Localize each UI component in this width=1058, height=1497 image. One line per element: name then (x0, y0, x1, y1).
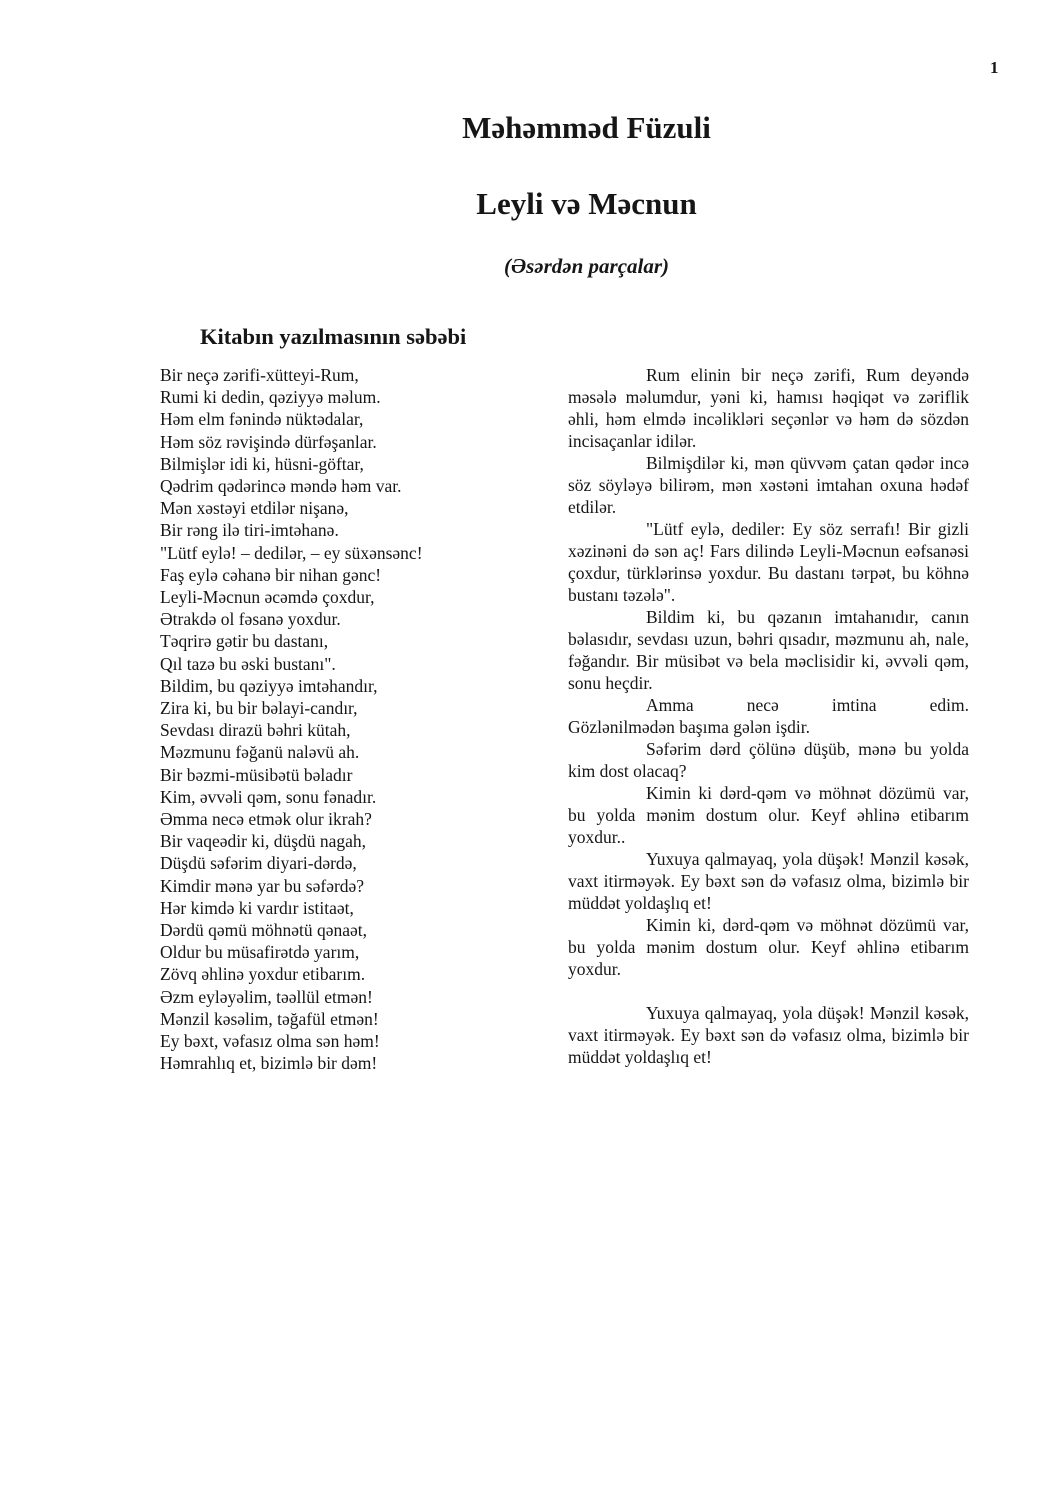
poem-line: Ətrakdə ol fəsanə yoxdur. (160, 609, 341, 630)
prose-paragraph: Yuxuya qalmayaq, yola düşək! Mənzil kəsək, vaxt itirməyək. Ey bəxt sən də vəfasız olma, bizimlə bir müddət yoldaşlıq et! (568, 849, 969, 913)
poem-line: Bir bəzmi-müsibətü bəladır (160, 764, 353, 785)
prose-paragraph (568, 694, 969, 738)
poem-line: Mənzil kəsəlim, təğafül etmən! (160, 1008, 379, 1029)
poem-line: Hər kimdə ki vardır istitaət, (160, 897, 354, 918)
poem-line: Həm söz rəvişində dürfəşanlar. (160, 431, 377, 452)
poem-line: Qədrim qədərincə məndə həm var. (160, 476, 402, 497)
poem-line: Mən xəstəyi etdilər nişanə, (160, 498, 349, 519)
prose-paragraph-text: Gözlənilmədən başıma gələn işdir. (568, 717, 811, 737)
prose-paragraph: Rum elinin bir neçə zərifi, Rum deyəndə məsələ məlumdur, yəni ki, hamısı həqiqət və zəriflik əhli, həm elmdə incəlikləri seçənlər və həm də sözdən incisaçanlar idilər. (568, 365, 969, 451)
poem-line: Əmma necə etmək olur ikrah? (160, 809, 372, 830)
poem-line: Həmrahlıq et, bizimlə bir dəm! (160, 1053, 378, 1074)
poem-line: Faş eylə cəhanə bir nihan gənc! (160, 564, 382, 585)
poem-line: Əzm eyləyəlim, təəllül etmən! (160, 986, 373, 1007)
prose-paragraph: Yuxuya qalmayaq, yola düşək! Mənzil kəsək, vaxt itirməyək. Ey bəxt sən də vəfasız olma, bizimlə bir müddət yoldaşlıq et! (568, 1003, 969, 1067)
poem-line: Zira ki, bu bir bəlayi-candır, (160, 698, 358, 719)
prose-paragraph: Səfərim dərd çölünə düşüb, mənə bu yolda kim dost olacaq? (568, 739, 969, 781)
poem-line: Təqrirə gətir bu dastanı, (160, 631, 329, 652)
prose-paragraph: Kimin ki dərd-qəm və möhnət dözümü var, bu yolda mənim dostum olur. Keyf əhlinə etibarım yoxdur.. (568, 783, 969, 847)
prose-stretched-line: Amma necə imtina edim. (646, 695, 969, 715)
poem-line: "Lütf eylə! – dedilər, – ey süxənsənc! (160, 542, 423, 563)
page-number: 1 (990, 58, 999, 77)
poem-line: Rumi ki dedin, qəziyyə məlum. (160, 387, 381, 408)
prose-paragraph: "Lütf eylə, dediler: Ey söz serrafı! Bir gizli xəzinəni də sən aç! Fars dilində Leyli-Məcnun eəfsanəsi çoxdur, türklərinsə yoxdur. Bu dastanı tərpət, bu köhnə bustanı təzələ". (568, 519, 969, 605)
prose-paragraph: Bilmişdilər ki, mən qüvvəm çatan qədər incə söz söyləyə bilirəm, mən xəstəni imtahan oxuna hədəf etdilər. (568, 453, 969, 517)
poem-line: Qıl tazə bu əski bustanı". (160, 653, 336, 674)
poem-line: Bir neçə zərifi-xütteyi-Rum, (160, 365, 359, 385)
section-heading: Kitabın yazılmasının səbəbi (200, 324, 467, 349)
poem-line: Bilmişlər idi ki, hüsni-göftar, (160, 453, 364, 474)
prose-paragraph: Kimin ki, dərd-qəm və möhnət dözümü var, bu yolda mənim dostum olur. Keyf əhlinə etibarım yoxdur. (568, 915, 969, 979)
author-title: Məhəmməd Füzuli (462, 110, 711, 145)
poem-line: Zövq əhlinə yoxdur etibarım. (160, 964, 366, 985)
poem-line: Məzmunu fəğanü naləvü ah. (160, 742, 360, 763)
poem-column (160, 364, 540, 1075)
prose-paragraph: Bildim ki, bu qəzanın imtahanıdır, canın bəlasıdır, sevdası uzun, bəhri qısadır, məzmunu ah, nale, fəğandır. Bir müsibət və bela məclisidir ki, əvvəli qəm, sonu heçdir. (568, 607, 969, 693)
poem-line: Kim, əvvəli qəm, sonu fənadır. (160, 786, 377, 807)
poem-line: Sevdası dirazü bəhri kütah, (160, 720, 351, 741)
poem-line: Bildim, bu qəziyyə imtəhandır, (160, 675, 378, 696)
prose-column (568, 364, 969, 1068)
poem-line: Ey bəxt, vəfasız olma sən həm! (160, 1031, 380, 1052)
poem-line: Oldur bu müsafirətdə yarım, (160, 942, 360, 963)
poem-line: Bir rəng ilə tiri-imtəhanə. (160, 520, 339, 541)
poem-line: Kimdir mənə yar bu səfərdə? (160, 875, 365, 896)
poem-line: Dərdü qəmü möhnətü qənaət, (160, 920, 368, 941)
poem-line: Düşdü səfərim diyari-dərdə, (160, 853, 357, 874)
subtitle: (Əsərdən parçalar) (503, 254, 670, 278)
poem-line: Həm elm fənində nüktədalar, (160, 409, 364, 430)
work-title: Leyli və Məcnun (476, 186, 697, 221)
poem-line: Leyli-Məcnun əcəmdə çoxdur, (160, 587, 375, 608)
poem-line: Bir vaqeədir ki, düşdü nagah, (160, 831, 367, 852)
